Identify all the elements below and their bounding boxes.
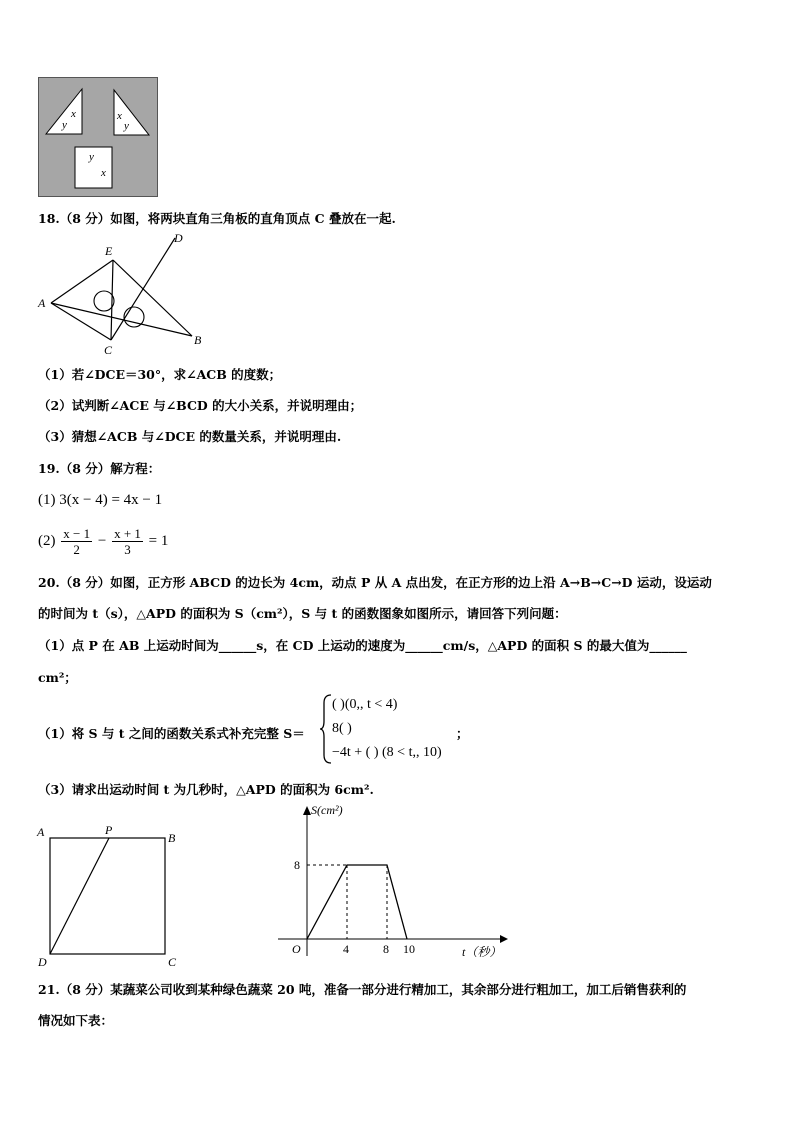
piecewise-brace [319, 693, 333, 765]
segment-ec [111, 260, 113, 340]
label-x: x [117, 110, 122, 122]
q18-figure [36, 230, 211, 355]
x-tick-label: 4 [343, 942, 349, 956]
x-axis-arrow [500, 935, 508, 943]
label-y: y [62, 119, 67, 131]
q19-equation-1 [38, 492, 162, 509]
fraction-1-numerator: x − 1 [63, 526, 91, 541]
fraction-1-denominator: 2 [73, 542, 80, 557]
q19-header: 19.（8 分）解方程： [38, 461, 161, 476]
q21-line-2: 情况如下表： [38, 1013, 114, 1028]
q19-equation-2 [38, 526, 168, 557]
fraction-1 [61, 526, 92, 557]
segment-ac [51, 303, 111, 340]
label-x: x [101, 167, 106, 179]
q18-item-1: （1）若∠DCE＝30°，求∠ACB 的度数； [38, 367, 282, 382]
label-y: y [89, 151, 94, 163]
eq1-body: 3(x − 4) = 4x − 1 [59, 492, 163, 508]
minus-sign: − [97, 533, 107, 549]
eq2-number: (2) [38, 533, 56, 549]
piece-3: −4t + ( ) (8 < t,, 10) [332, 745, 442, 760]
s-t-graph [270, 798, 520, 970]
eq1-number: (1) [38, 492, 56, 508]
q21-line-1: 21.（8 分）某蔬菜公司收到某种绿色蔬菜 20 吨，准备一部分进行精加工，其余部分进行粗加工，加工后销售获利的 [38, 982, 687, 997]
chart-marks [294, 858, 415, 956]
q18-header: 18.（8 分）如图，将两块直角三角板的直角顶点 C 叠放在一起. [38, 211, 396, 226]
label-y: y [124, 120, 129, 132]
fraction-2-numerator: x + 1 [114, 526, 141, 541]
point-b-label: B [168, 831, 176, 845]
point-c-label: C [104, 343, 113, 355]
x-tick-label: 10 [403, 942, 415, 956]
point-c-label: C [168, 955, 177, 969]
piece-1: ( )(0,, t < 4) [332, 697, 398, 712]
q20-item-2-suffix: ； [456, 726, 469, 741]
q20-line-2: 的时间为 t（s），△APD 的面积为 S（cm²），S 与 t 的函数图象如图所示，请回答下列问题： [38, 606, 567, 621]
q20-item-1-cont: cm²； [38, 670, 77, 685]
q18-item-3: （3）猜想∠ACB 与∠DCE 的数量关系，并说明理由. [38, 429, 342, 444]
label-x: x [71, 108, 76, 120]
x-axis-label: t（秒） [462, 945, 502, 959]
eq2-rhs: = 1 [148, 533, 169, 549]
y-axis-label: S(cm²) [311, 803, 343, 817]
segment-ae [51, 260, 113, 303]
series-line [307, 865, 407, 939]
segment-eb [113, 260, 192, 336]
square-abcd [50, 838, 165, 954]
y-tick-label: 8 [294, 858, 300, 872]
circle-hole [94, 291, 114, 311]
circle-hole [124, 307, 144, 327]
fraction-2-denominator: 3 [124, 542, 131, 557]
point-p-label: P [105, 823, 113, 837]
piece-2: 8( ) [332, 721, 352, 736]
q20-item-1: （1）点 P 在 AB 上运动时间为______s，在 CD 上运动的速度为______cm/s，△APD 的面积 S 的最大值为______ [38, 638, 687, 653]
point-b-label: B [194, 333, 202, 347]
origin-label: O [292, 942, 301, 956]
q20-line-1: 20.（8 分）如图，正方形 ABCD 的边长为 4cm，动点 P 从 A 点出发，在正方形的边上沿 A→B→C→D 运动，设运动 [38, 575, 712, 590]
segment-pd [50, 838, 109, 954]
q17-figure [38, 77, 158, 197]
point-a-label: A [38, 296, 46, 310]
fraction-2 [112, 526, 143, 557]
axes [278, 806, 508, 956]
point-d-label: D [174, 231, 183, 245]
y-axis-arrow [303, 806, 311, 815]
q20-item-2-prefix: （1）将 S 与 t 之间的函数关系式补充完整 S＝ [38, 726, 305, 741]
point-e-label: E [105, 244, 113, 258]
segment-ab [51, 303, 192, 336]
square-figure [34, 822, 184, 972]
x-tick-label: 8 [383, 942, 389, 956]
point-a-label: A [37, 825, 45, 839]
q18-item-2: （2）试判断∠ACE 与∠BCD 的大小关系，并说明理由； [38, 398, 363, 413]
q20-item-3: （3）请求出运动时间 t 为几秒时，△APD 的面积为 6cm². [38, 782, 374, 797]
point-d-label: D [38, 955, 47, 969]
